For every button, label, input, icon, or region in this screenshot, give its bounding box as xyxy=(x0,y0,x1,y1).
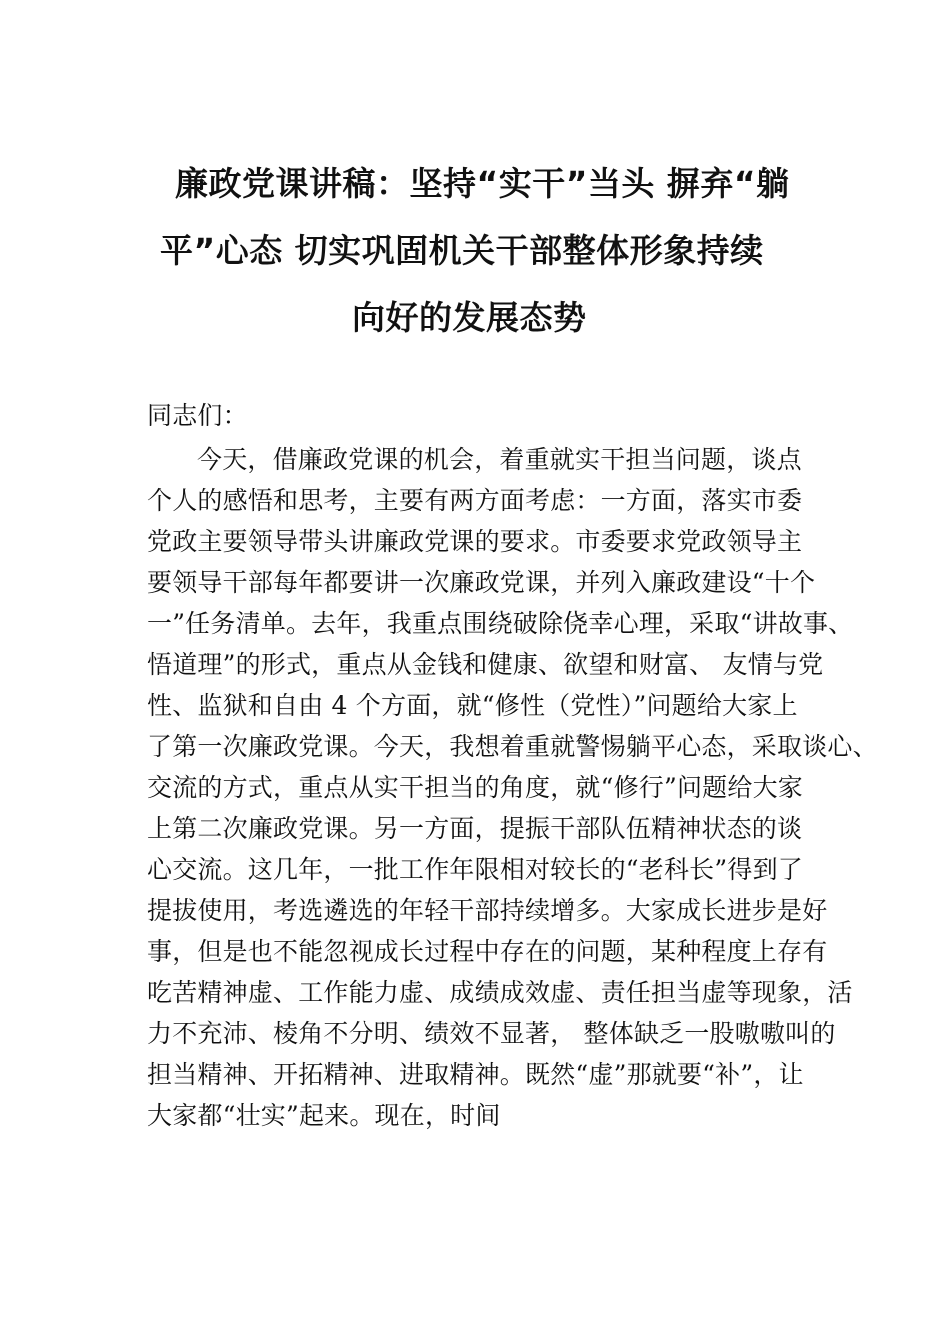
body-line: 党政主要领导带头讲廉政党课的要求。市委要求党政领导主 xyxy=(147,527,803,556)
body-line: 个人的感悟和思考，主要有两方面考虑：一方面，落实市委 xyxy=(147,486,803,515)
body-line: 一”任务清单。去年，我重点围绕破除侥幸心理，采取“讲故事、 xyxy=(147,609,854,638)
title-line-3: 向好的发展态势 xyxy=(352,298,587,337)
body-line: 提拔使用，考选遴选的年轻干部持续增多。大家成长进步是好 xyxy=(147,896,828,925)
salutation: 同志们： xyxy=(147,401,248,430)
body-line: 要领导干部每年都要讲一次廉政党课，并列入廉政建设“十个 xyxy=(147,568,816,597)
body-line: 担当精神、开拓精神、进取精神。既然“虚”那就要“补”，让 xyxy=(147,1060,804,1089)
body-line: 事，但是也不能忽视成长过程中存在的问题，某种程度上存有 xyxy=(147,937,828,966)
title-line-2: 平”心态 切实巩固机关干部整体形象持续 xyxy=(160,231,764,270)
body-line: 吃苦精神虚、工作能力虚、成绩成效虚、责任担当虚等现象，活 xyxy=(147,978,853,1007)
body-line: 力不充沛、棱角不分明、绩效不显著， 整体缺乏一股嗷嗷叫的 xyxy=(147,1019,836,1048)
title-line-1: 廉政党课讲稿：坚持“实干”当头 摒弃“躺 xyxy=(175,164,790,203)
body-line: 今天，借廉政党课的机会，着重就实干担当问题，谈点 xyxy=(197,445,802,474)
body-line: 心交流。这几年，一批工作年限相对较长的“老科长”得到了 xyxy=(147,855,803,884)
body-line: 了第一次廉政党课。今天，我想着重就警惕躺平心态，采取谈心、 xyxy=(147,732,878,761)
body-line: 交流的方式，重点从实干担当的角度，就“修行”问题给大家 xyxy=(147,773,803,802)
body-line: 悟道理”的形式，重点从金钱和健康、欲望和财富、 友情与党 xyxy=(147,650,824,679)
body-line: 上第二次廉政党课。另一方面，提振干部队伍精神状态的谈 xyxy=(147,814,803,843)
body-line: 大家都“壮实”起来。现在，时间 xyxy=(147,1101,501,1130)
body-line: 性、监狱和自由 4 个方面，就“修性（党性）”问题给大家上 xyxy=(147,691,798,720)
